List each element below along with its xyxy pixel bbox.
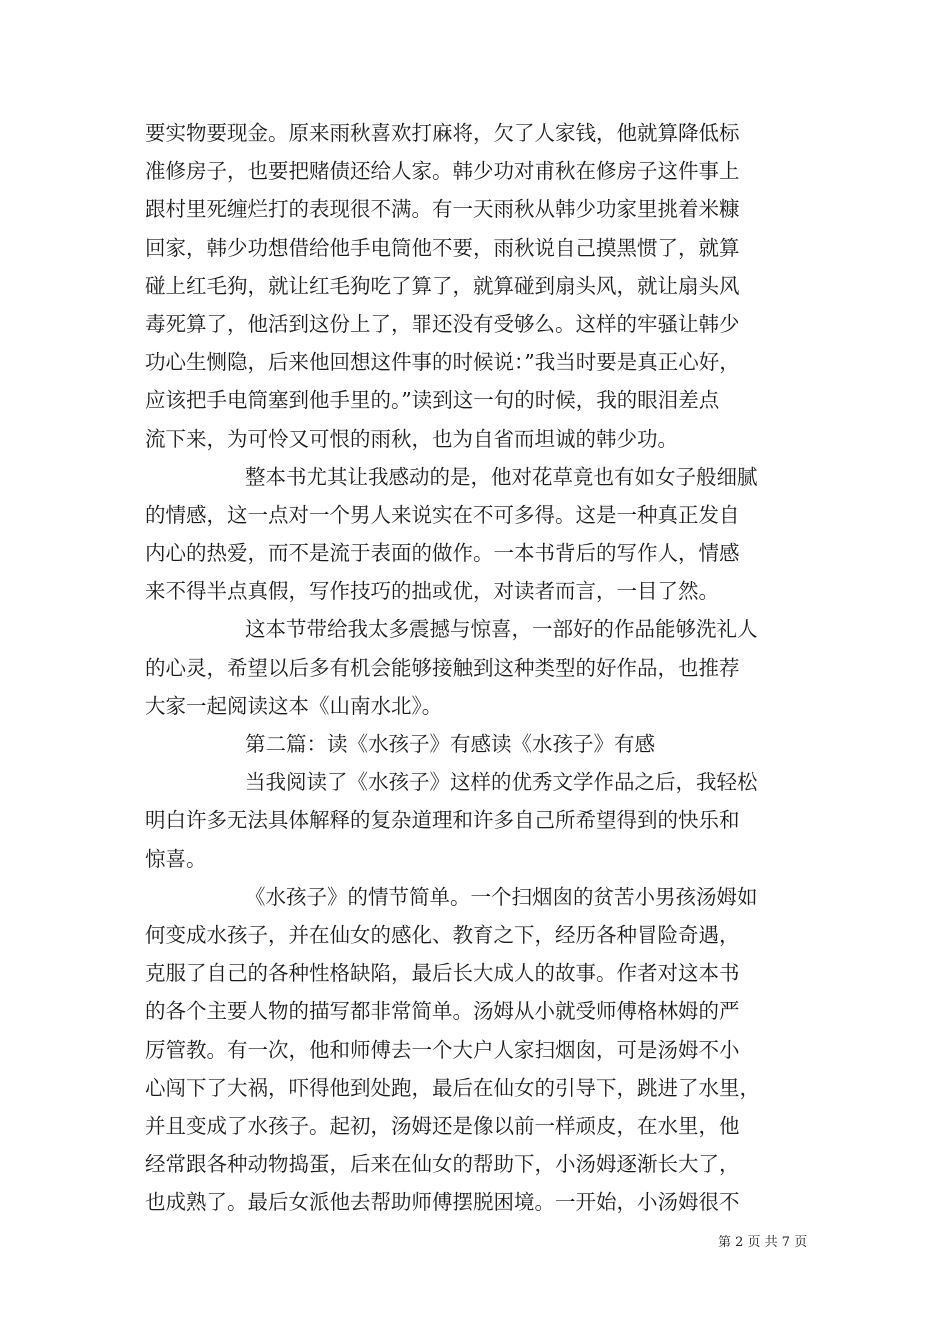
text-line: 明白许多无法具体解释的复杂道理和许多自己所希望得到的快乐和 [145,808,740,833]
text-line: 流下来，为可怜又可恨的雨秋，也为自省而坦诚的韩少功。 [145,426,678,451]
text-line: 何变成水孩子，并在仙女的感化、教育之下，经历各种冒险奇遇， [145,922,740,947]
text-line: 并且变成了水孩子。起初，汤姆还是像以前一样顽皮，在水里，他 [145,1113,740,1138]
text-line: 的心灵，希望以后多有机会能够接触到这种类型的好作品，也推荐 [145,655,740,680]
text-line: 要实物要现金。原来雨秋喜欢打麻将，欠了人家钱，他就算降低标 [145,121,740,145]
text-line: 毒死算了，他活到这份上了，罪还没有受够么。这样的牢骚让韩少 [145,311,740,336]
text-line: 内心的热爱，而不是流于表面的做作。一本书背后的写作人，情感 [145,541,740,566]
text-line: 当我阅读了《水孩子》这样的优秀文学作品之后，我轻松 [245,770,758,795]
text-line: 的情感，这一点对一个男人来说实在不可多得。这是一种真正发自 [145,502,740,527]
text-line: 准修房子，也要把赌债还给人家。韩少功对甫秋在修房子这件事上 [145,159,740,184]
text-line: 克服了自己的各种性格缺陷，最后长大成人的故事。作者对这本书 [145,961,740,986]
text-line: 碰上红毛狗，就让红毛狗吃了算了，就算碰到扇头风，就让扇头风 [145,273,740,298]
text-line: 也成熟了。最后女派他去帮助师傅摆脱困境。一开始，小汤姆很不 [145,1190,740,1215]
text-line: 惊喜。 [145,846,207,871]
text-line: 整本书尤其让我感动的是，他对花草竟也有如女子般细腻 [245,464,758,489]
page-number: 第 2 页 共 7 页 [718,1235,808,1250]
text-line: 跟村里死缠烂打的表现很不满。有一天雨秋从韩少功家里挑着米糠 [145,197,740,222]
text-line: 心闯下了大祸，吓得他到处跑，最后在仙女的引导下，跳进了水里， [145,1075,760,1100]
text-line: 的各个主要人物的描写都非常简单。汤姆从小就受师傅格林姆的严 [145,999,740,1024]
text-line: 这本节带给我太多震撼与惊喜，一部好的作品能够洗礼人 [245,617,758,642]
text-line: 《水孩子》的情节简单。一个扫烟囱的贫苦小男孩汤姆如 [245,884,758,909]
section-heading: 第二篇：读《水孩子》有感读《水孩子》有感 [245,732,655,756]
text-line: 经常跟各种动物捣蛋，后来在仙女的帮助下，小汤姆逐渐长大了， [145,1152,740,1177]
text-line: 应该把手电筒塞到他手里的。”读到这一句的时候，我的眼泪差点 [145,388,720,413]
text-line: 来不得半点真假，写作技巧的拙或优，对读者而言，一目了然。 [145,579,719,604]
text-line: 功心生恻隐，后来他回想这件事的时候说：”我当时要是真正心好， [145,350,740,375]
body-text [145,114,811,1221]
text-line: 大家一起阅读这本《山南水北》。 [145,693,443,718]
text-line: 厉管教。有一次，他和师傅去一个大户人家扫烟囱，可是汤姆不小 [145,1037,740,1062]
text-line: 回家，韩少功想借给他手电筒他不要，雨秋说自己摸黑惯了，就算 [145,235,740,260]
